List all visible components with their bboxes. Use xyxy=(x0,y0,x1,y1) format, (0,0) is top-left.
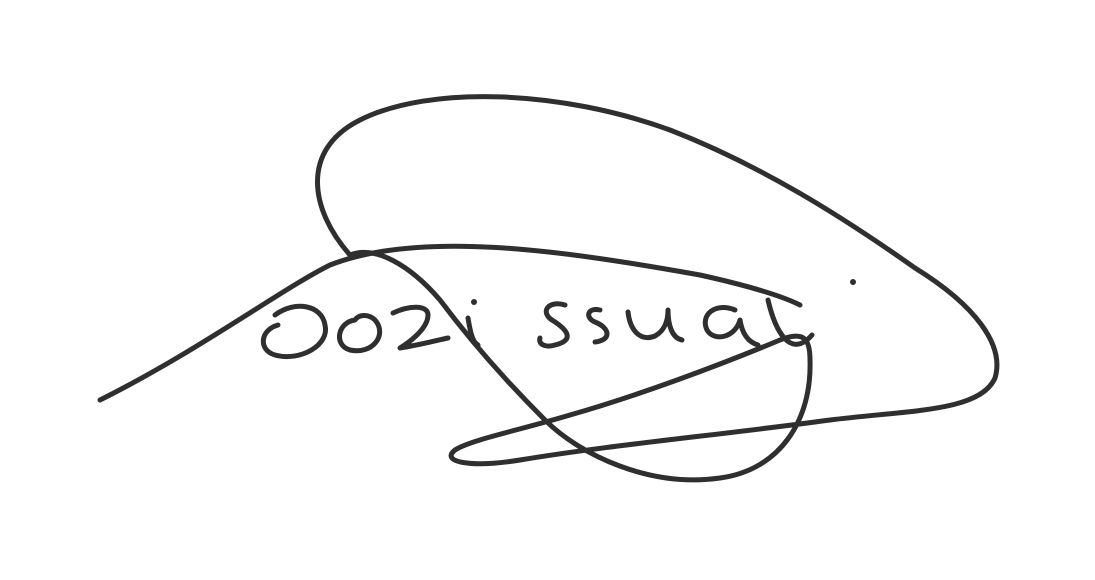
signature-letter-o1 xyxy=(263,306,325,356)
signature-letter-z xyxy=(393,307,448,348)
signature-dot-i xyxy=(471,299,477,305)
signature-letter-s1 xyxy=(540,304,568,346)
signature-dot-j xyxy=(850,279,856,285)
signature-letter-s2 xyxy=(589,309,607,342)
signature-large-loop xyxy=(318,97,997,480)
signature-letter-o2 xyxy=(339,315,379,350)
signature-letter-u xyxy=(628,310,682,340)
signature-letter-a xyxy=(705,308,758,345)
signature-lead-in-stroke xyxy=(100,246,800,400)
